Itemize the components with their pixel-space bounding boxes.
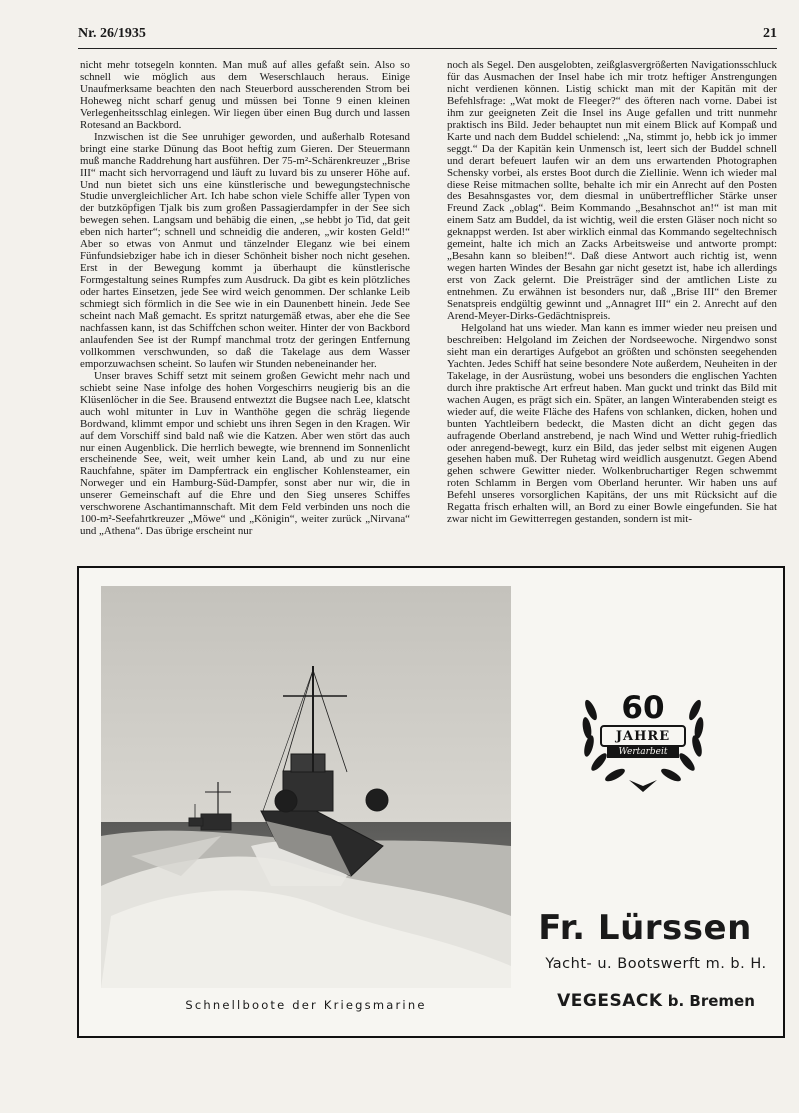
- emblem-jahre: JAHRE: [615, 729, 671, 744]
- location-rest: b. Bremen: [667, 992, 755, 1010]
- page-header: [78, 26, 777, 44]
- company-subtitle: Yacht- u. Bootswerft m. b. H.: [545, 956, 767, 972]
- anniversary-emblem: [579, 680, 707, 796]
- paragraph: nicht mehr totsegeln konnten. Man muß auf alles gefaßt sein. Also so schnell wie möglich aus dem Weserschlauch heraus. Einige Unaufmerksame beachten den nach Steuerbord ausscherenden Strom bei Hoheweg nicht scharf genug und müssen bei Tonne 9 einen kleinen Verlegenheitsschlag einlegen. Wir liegen über einen Bug durch und lassen Rotesand an Backbord.: [80, 60, 410, 131]
- speedboat-photo: [101, 586, 511, 988]
- page-number: 21: [763, 26, 777, 41]
- location-city: VEGESACK: [557, 991, 663, 1011]
- article-column-right: [447, 60, 777, 546]
- header-rule: [78, 48, 777, 49]
- emblem-werkarbeit: Wertarbeit: [618, 747, 668, 757]
- article-column-left: [80, 60, 410, 546]
- paragraph: noch als Segel. Den ausgelobten, zeißglasvergrößerten Navigationsschluck für das Ausmachen der Insel habe ich mir trotz heftiger Anstrengungen nicht verdienen können. Listig schickt man mit der Kapitän mit der Befehlsfrage: „Wat mokt de Fleeger?“ des öfteren nach vorne. Dabei ist ihm zur geeigneten Zeit die Insel ins Auge gefallen und tritt nunmehr praktisch ins Bild. Jeder behauptet nun mit einem Blick auf Kompaß und Karte und nach dem Buddel schielend: „Na, stimmt jo, hebb ick jo immer seggt.“ Da der Kapitän kein Unmensch ist, leert sich der Buddel schnell und derart befeuert laufen wir an dem uns erwartenden Photographen Schensky vorbei, als erstes Boot durch die Ziellinie. Wenn ich wieder mal diese Reise mitmachen sollte, behalte ich mir ein Anrecht auf den Posten des Besahnsgastes vor, dem diesmal in unübertrefflicher Stärke unser Freund Zack „oblag“. Beim Kommando „Besahnschot an!“ ist man mit einem Satz am Buddel, da ist wichtig, weil die ersten Gläser noch nicht so geknappst werden. Ist aber wirklich einmal das Kommando segeltechnisch gemeint, halte ich mich an Zacks Arbeitsweise und antworte prompt: „Besahn kann so bleiben!“. Daß diese Antwort auch richtig ist, wenn wegen harten Windes der Besahn gar nicht gesetzt ist, habe ich allerdings erst von Zack gelernt. Die Preisträger sind der amtlichen Liste zu entnehmen. Zu erwähnen ist besonders nur, daß „Brise III“ den Bremer Senatspreis endgültig gewinnt und „Annagret III“ ein 2. Anrecht auf den Arend-Meyer-Dirks-Gedächtnispreis.: [447, 60, 777, 323]
- issue-number: Nr. 26/1935: [78, 26, 146, 41]
- company-location: [541, 991, 771, 1011]
- photo-caption: Schnellboote der Kriegsmarine: [185, 998, 427, 1012]
- advertisement: [77, 566, 785, 1038]
- paragraph: Helgoland hat uns wieder. Man kann es immer wieder neu preisen und beschreiben: Helgoland im Zeichen der Nordseewoche. Nirgendwo sonst sieht man ein derartiges Aufgebot an größten und schönsten seegehenden Yachten. Jedes Schiff hat seine besondere Note außerdem, Neuheiten in der Takelage, in der Ausrüstung, wobei uns besonders die englischen Yachten durch ihre praktische Art erfreut haben. Man guckt und trinkt das Bild mit wachen Augen, es prägt sich ein. Später, an langen Winterabenden steigt es wieder auf, die weite Fläche des Hafens von schlanken, dicken, hohen und bunten Yachtleibern bedeckt, die Masten dicht an dicht gegen das aufragende Oberland anstrebend, je nach Wind und Wetter ruhig-friedlich oder anregend-bewegt, kurz ein Bild, das jeder selbst mit eigenen Augen gesehen haben muß. Der Ruhetag wird weidlich ausgenutzt. Gegen Abend gehen schwere Gewitter nieder. Wolkenbruchartiger Regen schwemmt roten Schlamm in Bergen vom Oberland herunter. Wir haben uns auf Befehl unseres vorsorglichen Kapitäns, der uns mit Rücksicht auf die Regatta frisch erhalten will, an Bord zu einer Bowle eingefunden. Sie hat zwar nicht im Gewitterregen gestanden, sondern ist mit-: [447, 321, 777, 526]
- emblem-number: 60: [621, 690, 665, 726]
- paragraph: Inzwischen ist die See unruhiger geworden, und außerhalb Rotesand bringt eine starke Dünung das Boot heftig zum Gieren. Der Steuermann muß manche Raddrehung hart ausführen. Der 75-m²-Schärenkreuzer „Brise III“ macht sich hervorragend und läuft zu luvard bis zu unserer Höhe auf. Und nun bietet sich uns eine künstlerische und bewegungstechnische Studie unvergleichlicher Art. Ich habe schon viele Schiffe aller Typen von der butzköpfigen Tjalk bis zum großen Passagierdampfer in der See sich bewegen sehen. Langsam und behäbig die einen, „se hebbt jo Tid, dat geit eben nich harter“; schnell und schneidig die anderen, „wir kosten Geld!“ Aber so etwas von Anmut und tänzelnder Eleganz wie bei einem Fünfundsiebziger habe ich in dieser Schönheit bisher noch nicht gesehen. Erst in der Bewegung kommt ja überhaupt die künstlerische Formgestaltung seines Rumpfes zum Ausdruck. Da gibt es kein plötzliches oder hartes Einsetzen, jede See wird weich genommen. Der schlanke Leib schmiegt sich förmlich in die See wie in ein Daunenbett hinein. Jede See scheint nach Maß gemacht. Es spritzt naturgemäß etwas, aber ehe die See nachfassen kann, ist das Schiffchen schon weiter. Hinter der von Backbord anlaufenden See ist der Rumpf manchmal trotz der geringen Entfernung vollkommen verschwunden, so daß die Takelage aus dem Wasser emporzuwachsen scheint. So laufen wir Stunden nebeneinander her.: [80, 130, 410, 370]
- paragraph: Unser braves Schiff setzt mit seinem großen Gewicht mehr nach und schiebt seine Nase infolge des hohen Vorgeschirrs neugierig bis an die Klüsenlöcher in die See. Brausend entweztzt die Bugsee nach Lee, klatscht auch wohl mitunter in Luv in Wanthöhe gegen die schräg liegende Bordwand, klimmt empor und schiebt uns ihren Segen in den Kragen. Wir auf dem Vorschiff sind bald naß wie die Katzen. Aber wen stört das auch nur einen Augenblick. Die herrlich bewegte, wie brennend im Sonnenlicht erscheinende See, weit, weit umher kein Land, ab und zu nur eine Rauchfahne, später im Dampfertrack ein englischer Kohlensteamer, ein Norweger und ein Hamburg-Süd-Dampfer, sonst aber nur wir, die in unserer Gemeinschaft auf die Ehre und den Sieg unseres Schiffes verschworene Aschantimannschaft. Mit dem Feld verbinden uns noch die 100-m²-Seefahrtkreuzer „Möwe“ und „Königin“, weiter zurück „Nirvana“ und „Athena“. Das übrige erscheint nur: [80, 369, 410, 538]
- company-name: Fr. Lürssen: [538, 908, 752, 948]
